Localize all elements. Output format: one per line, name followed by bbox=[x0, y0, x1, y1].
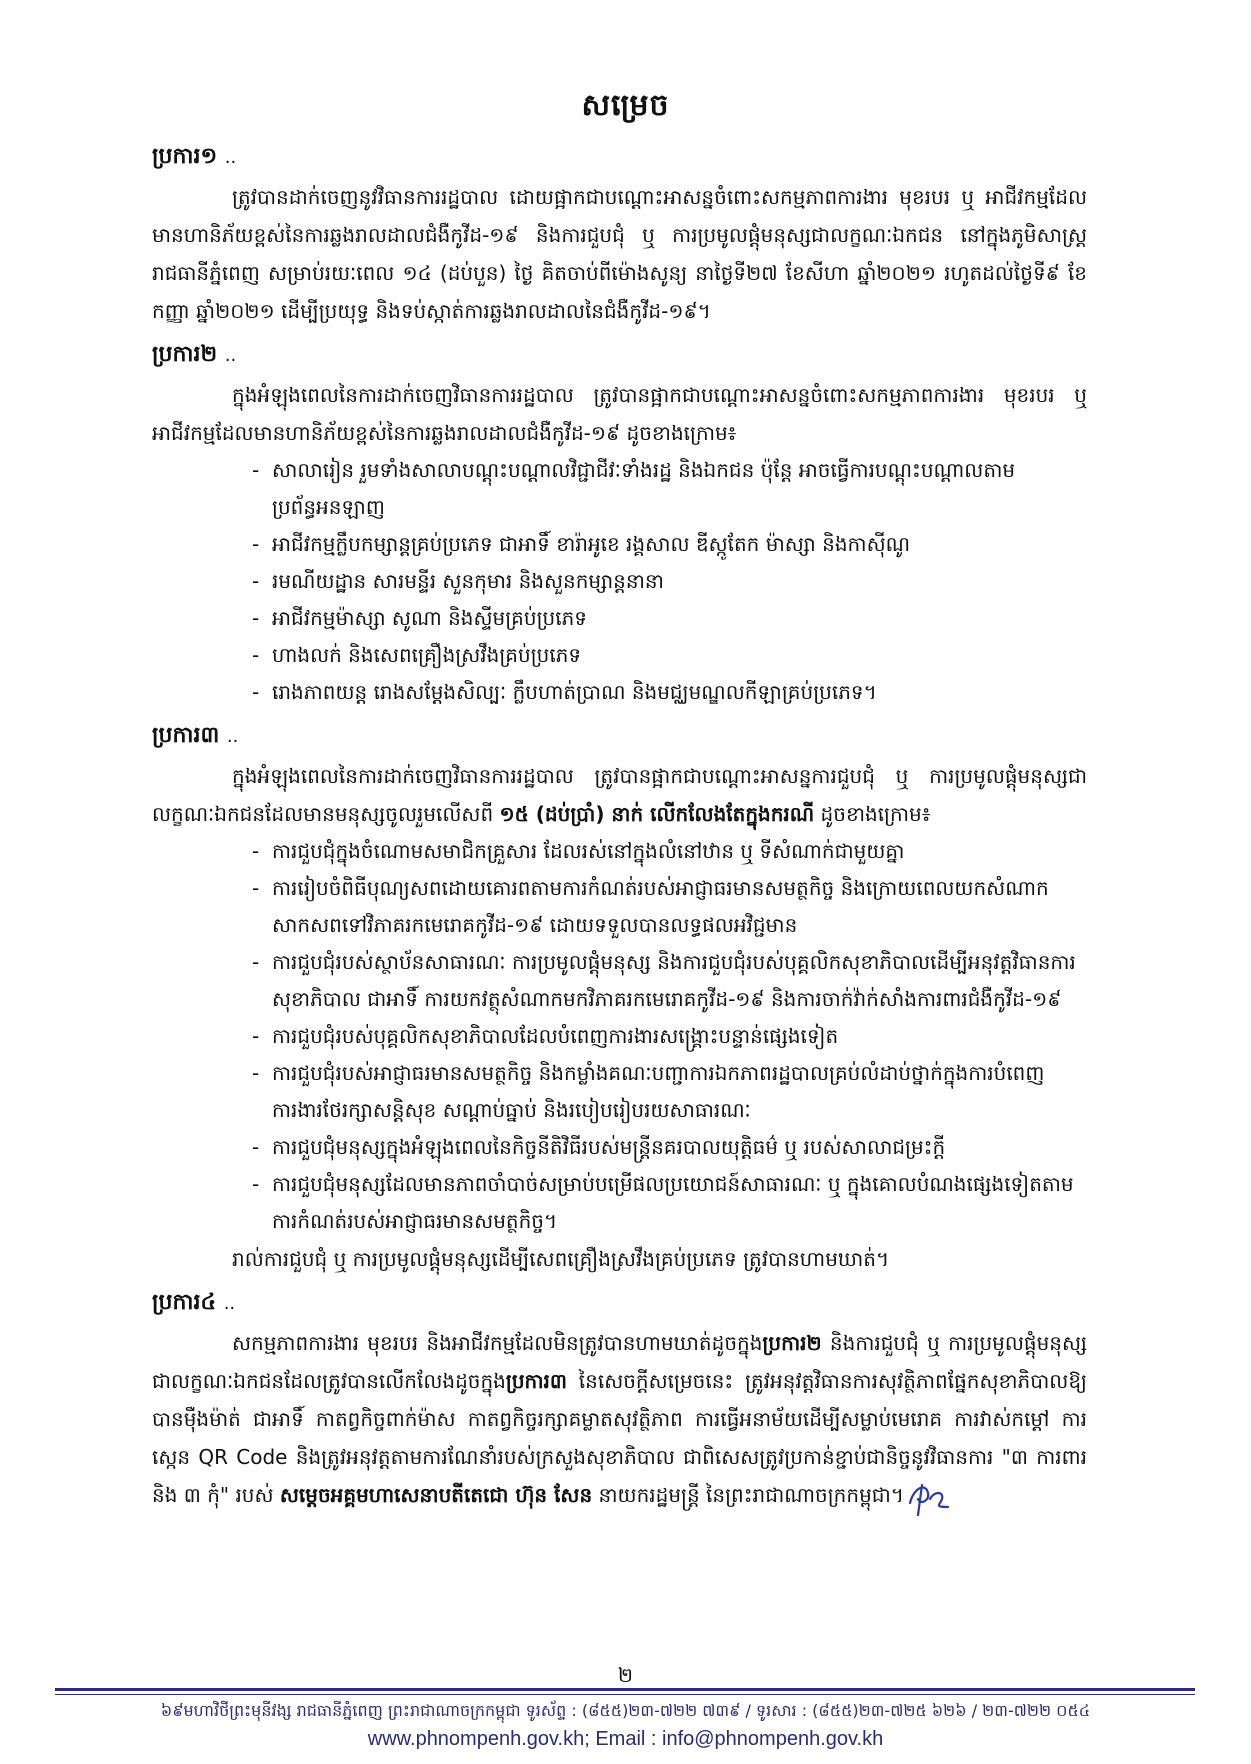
article-4-ref-article-3: ប្រការ៣ bbox=[505, 1369, 567, 1393]
article-2-heading bbox=[152, 340, 1087, 372]
article-3-closing: រាល់ការជួបជុំ ឬ ការប្រមូលផ្ដុំមនុស្សដើម្បីសេពគ្រឿងស្រវឹងគ្រប់ប្រភេទ ត្រូវបានហាមឃាត់។ bbox=[232, 1247, 890, 1271]
article-3-heading bbox=[152, 721, 1087, 753]
footer-website-email: www.phnompenh.gov.kh; Email : info@phnompenh.gov.kh bbox=[367, 1728, 884, 1750]
prime-minister-name: សម្តេចអគ្គមហាសេនាបតីតេជោ ហ៊ុន សែន bbox=[279, 1483, 593, 1507]
page-number: ២ bbox=[617, 1663, 634, 1687]
article-4-text-2: និងការជួបជុំ ឬ ការប្រមូលផ្ដុំមនុស្សជាលក្ខណៈឯកជនដែលត្រូវបានលើកលែងដូចក្នុង bbox=[152, 1331, 1087, 1393]
article-2-label: ប្រការ២ bbox=[152, 342, 218, 367]
article-3-list bbox=[152, 833, 1087, 1240]
list-item: - រោងភាពយន្ត រោងសម្ដែងសិល្បៈ ក្លឹបហាត់ប្រាណ និងមជ្ឈមណ្ឌលកីឡាគ្រប់ប្រភេទ។ bbox=[252, 674, 1087, 711]
article-3-text: ក្នុងអំឡុងពេលនៃការដាក់ចេញវិធានការរដ្ឋបាល ត្រូវបានផ្អាកជាបណ្ដោះអាសន្នការជួបជុំ ឬ ការប្រមូលផ្ដុំមនុស្សជាលក្ខណៈឯកជនដែលមានមនុស្សចូលរួមលើសពី bbox=[152, 764, 1087, 826]
article-2-dots: .. bbox=[224, 345, 237, 366]
list-item: - ការរៀបចំពិធីបុណ្យសពដោយគោរពតាមការកំណត់របស់អាជ្ញាធរមានសមត្ថកិច្ច និងក្រោយពេលយកសំណាកសាកសពទៅវិភាគរកមេរោគកូវីដ-១៩ ដោយទទួលបានលទ្ធផលអវិជ្ជមាន bbox=[252, 870, 1087, 944]
list-item: - ការជួបជុំរបស់បុគ្គលិកសុខាភិបាលដែលបំពេញការងារសង្គ្រោះបន្ទាន់ផ្សេងទៀត bbox=[252, 1018, 1087, 1055]
document-body bbox=[152, 132, 1087, 1517]
list-item: - ការជួបជុំមនុស្សក្នុងអំឡុងពេលនៃកិច្ចនីតិវិធីរបស់មន្ត្រីនគរបាលយុត្តិធម៌ ឬ របស់សាលាជម្រះក្តី bbox=[252, 1129, 1087, 1166]
article-1-heading bbox=[152, 142, 1087, 174]
initials-signature bbox=[904, 1477, 956, 1517]
article-4-label: ប្រការ៤ bbox=[152, 1290, 217, 1315]
article-3-bold-text: ១៥ (ដប់ប្រាំ) នាក់ លើកលែងតែក្នុងករណី bbox=[499, 802, 815, 826]
footer-divider bbox=[55, 1688, 1195, 1691]
list-item: - ការជួបជុំរបស់ស្ថាប័នសាធារណៈ ការប្រមូលផ្ដុំមនុស្ស និងការជួបជុំរបស់បុគ្គលិកសុខាភិបាលដើម្បីអនុវត្តវិធានការសុខាភិបាល ជាអាទិ៍ ការយកវត្ថុសំណាកមកវិភាគរកមេរោគកូវីដ-១៩ និងការចាក់វ៉ាក់សាំងការពារជំងឺកូវីដ-១៩ bbox=[252, 944, 1087, 1018]
footer-address: ៦៩មហាវិថីព្រះមុនីវង្ស រាជធានីភ្នំពេញ ព្រះរាជាណាចក្រកម្ពុជា ទូរស័ព្ទ : (៨៥៥)២៣-៧២២ ៧៣៩ / ទូរសារ : (៨៥៥)២៣-៧២៥ ៦២៦ / ២៣-៧២២ ០៥៤ bbox=[160, 1701, 1091, 1720]
list-item: - ការជួបជុំមនុស្សដែលមានភាពចាំបាច់សម្រាប់បម្រើផលប្រយោជន៍សាធារណៈ ឬ ក្នុងគោលបំណងផ្សេងទៀតតាមការកំណត់របស់អាជ្ញាធរមានសមត្ថកិច្ច។ bbox=[252, 1166, 1087, 1240]
article-1-label: ប្រការ១ bbox=[152, 144, 218, 169]
article-3-dots: .. bbox=[226, 726, 239, 747]
article-4-ref-article-2: ប្រការ២ bbox=[762, 1331, 822, 1355]
article-4-paragraph bbox=[152, 1324, 1087, 1517]
article-3-label: ប្រការ៣ bbox=[152, 723, 220, 748]
article-4-heading bbox=[152, 1288, 1087, 1320]
article-1-paragraph: ត្រូវបានដាក់ចេញនូវវិធានការរដ្ឋបាល ដោយផ្អាកជាបណ្ដោះអាសន្នចំពោះសកម្មភាពការងារ មុខរបរ ឬ អាជីវកម្មដែលមានហានិភ័យខ្ពស់នៃការឆ្លងរាលដាលជំងឺកូវីដ-១៩ និងការជួបជុំ ឬ ការប្រមូលផ្ដុំមនុស្សជាលក្ខណៈឯកជន នៅក្នុងភូមិសាស្ត្ររាជធានីភ្នំពេញ សម្រាប់រយៈពេល ១៤ (ដប់បួន) ថ្ងៃ គិតចាប់ពីម៉ោងសូន្យ នាថ្ងៃទី២៧ ខែសីហា ឆ្នាំ២០២១ រហូតដល់ថ្ងៃទី៩ ខែកញ្ញា ឆ្នាំ២០២១ ដើម្បីប្រយុទ្ធ និងទប់ស្កាត់ការឆ្លងរាលដាលនៃជំងឺកូវីដ-១៩។ bbox=[152, 185, 1087, 323]
list-item: - អាជីវកម្មម៉ាស្សា សូណា និងស្ទីមគ្រប់ប្រភេទ bbox=[252, 600, 1087, 637]
list-item: - អាជីវកម្មក្លឹបកម្សាន្តគ្រប់ប្រភេទ ជាអាទិ៍ ខារ៉ាអូខេ រង្គសាល ឌីស្កូតែក ម៉ាស្សា និងកាស៊ីណូ bbox=[252, 526, 1087, 563]
article-4-text-4: នាយករដ្ឋមន្ត្រី នៃព្រះរាជាណាចក្រកម្ពុជា។ bbox=[592, 1483, 904, 1507]
footer-divider-thin bbox=[55, 1694, 1195, 1695]
list-item: - ហាងលក់ និងសេពគ្រឿងស្រវឹងគ្រប់ប្រភេទ bbox=[252, 637, 1087, 674]
list-item: - សាលារៀន រួមទាំងសាលាបណ្ដុះបណ្ដាលវិជ្ជាជីវៈទាំងរដ្ឋ និងឯកជន ប៉ុន្តែ អាចធ្វើការបណ្ដុះបណ្ដាលតាមប្រព័ន្ធអនឡាញ bbox=[252, 452, 1087, 526]
article-4-dots: .. bbox=[223, 1293, 236, 1314]
article-4-text-3: នៃសេចក្ដីសម្រេចនេះ ត្រូវអនុវត្តវិធានការសុវត្ថិភាពផ្នែកសុខាភិបាលឱ្យបានម៉ឺងម៉ាត់ ជាអាទិ៍ កាតព្វកិច្ចពាក់ម៉ាស កាតព្វកិច្ចរក្សាគម្លាតសុវត្ថិភាព ការធ្វើអនាម័យដើម្បីសម្លាប់មេរោគ ការវាស់កម្ដៅ ការស្កេន QR Code និងត្រូវអនុវត្តតាមការណែនាំរបស់ក្រសួងសុខាភិបាល ជាពិសេសត្រូវប្រកាន់ខ្ជាប់ជានិច្ចនូវវិធានការ "៣ ការពារ និង ៣ កុំ" របស់ bbox=[152, 1369, 1087, 1507]
article-2-list bbox=[152, 452, 1087, 711]
article-1-dots: .. bbox=[224, 147, 237, 168]
list-item: - ការជួបជុំក្នុងចំណោមសមាជិកគ្រួសារ ដែលរស់នៅក្នុងលំនៅឋាន ឬ ទីសំណាក់ជាមួយគ្នា bbox=[252, 833, 1087, 870]
list-item: - ការជួបជុំរបស់អាជ្ញាធរមានសមត្ថកិច្ច និងកម្លាំងគណៈបញ្ជាការឯកភាពរដ្ឋបាលគ្រប់លំដាប់ថ្នាក់ក្នុងការបំពេញការងារថែរក្សាសន្តិសុខ សណ្ដាប់ធ្នាប់ និងរបៀបរៀបរយសាធារណៈ bbox=[252, 1055, 1087, 1129]
article-3-paragraph bbox=[152, 757, 1087, 833]
decision-title: សម្រេច bbox=[581, 88, 670, 123]
article-4-text-1: សកម្មភាពការងារ មុខរបរ និងអាជីវកម្មដែលមិនត្រូវបានហាមឃាត់ដូចក្នុង bbox=[232, 1331, 763, 1355]
article-2-paragraph: ក្នុងអំឡុងពេលនៃការដាក់ចេញវិធានការរដ្ឋបាល ត្រូវបានផ្អាកជាបណ្ដោះអាសន្នចំពោះសកម្មភាពការងារ មុខរបរ ឬ អាជីវកម្មដែលមានហានិភ័យខ្ពស់នៃការឆ្លងរាលដាលជំងឺកូវីដ-១៩ ដូចខាងក្រោម៖ bbox=[152, 383, 1087, 445]
list-item: - រមណីយដ្ឋាន សារមន្ទីរ សួនកុមារ និងសួនកម្សាន្តនានា bbox=[252, 563, 1087, 600]
article-3-text-end: ដូចខាងក្រោម៖ bbox=[814, 802, 931, 826]
